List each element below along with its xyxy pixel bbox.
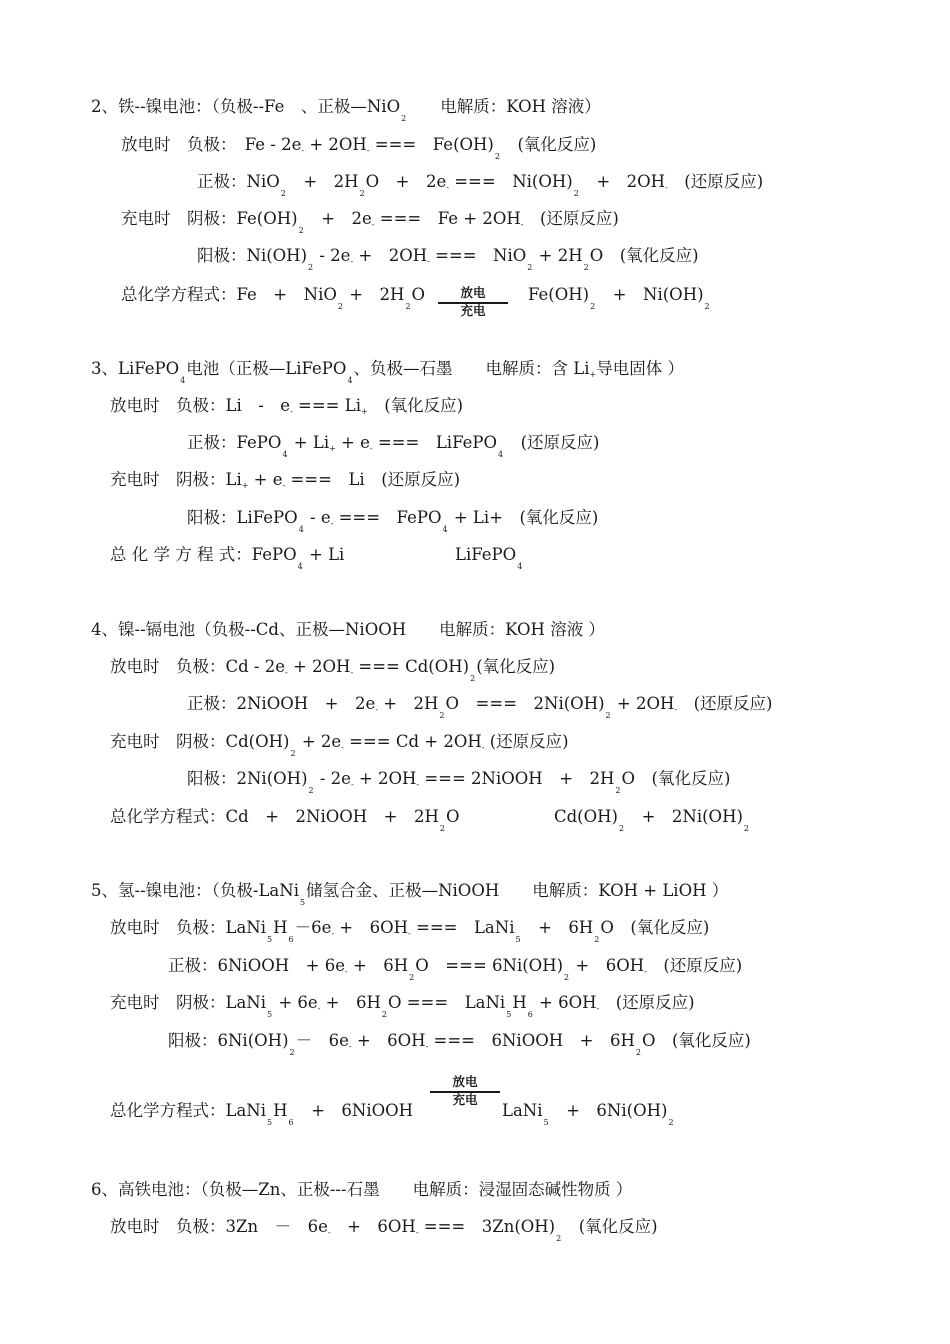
formula-text: + 2H <box>343 285 405 304</box>
charge-superscript: - <box>481 743 485 752</box>
formula-text: 6、高铁电池：（负极—Zn、正极---石墨 电解质：浸湿固态碱性物质 ） <box>91 1180 633 1199</box>
charge-superscript: + <box>589 370 597 379</box>
subscript: 4 <box>498 450 504 459</box>
subscript: 4 <box>180 376 186 385</box>
formula-text: 放电时 负极：Cd - 2e <box>110 657 286 676</box>
formula-text: === 6NiOOH + 6H <box>428 1031 635 1050</box>
section-6-discharge-negative <box>110 1217 658 1243</box>
formula-text: + 2OH <box>353 246 428 265</box>
subscript: 4 <box>347 376 353 385</box>
formula-text: 总 化 学 方 程 式：FePO <box>110 545 297 564</box>
formula-text: (还原反应) <box>504 433 600 452</box>
formula-text: + Li <box>288 433 330 452</box>
subscript: 2 <box>668 1118 674 1127</box>
formula-text: + 6NiOOH <box>294 1101 414 1120</box>
formula-text: 电池（正极—LiFePO <box>186 359 347 378</box>
charge-superscript: - <box>375 705 378 714</box>
arrow-charge-label: 充电 <box>460 303 486 318</box>
formula-text: + Li+ (氧化反应) <box>448 508 599 527</box>
formula-text: === 2NiOOH + 2H <box>419 769 615 788</box>
formula-text: + 2e <box>296 732 342 751</box>
subscript: 5 <box>506 1010 512 1019</box>
formula-text: === Ni(OH) <box>448 172 573 191</box>
formula-text: (还原反应) <box>523 209 619 228</box>
charge-superscript: - <box>282 481 286 490</box>
charge-superscript: - <box>371 220 375 229</box>
section-5-total-equation-right <box>502 1101 675 1127</box>
formula-text: === Li (还原反应) <box>285 470 461 489</box>
formula-text: 总化学方程式：Cd + 2NiOOH + 2H <box>110 807 439 826</box>
arrow-discharge-label: 放电 <box>452 1074 478 1089</box>
formula-text: + 6H <box>521 918 594 937</box>
formula-text: 电解质：KOH 溶液） <box>407 97 601 116</box>
formula-text: 导电固体 ） <box>596 359 684 378</box>
section-2-total-equation-right <box>528 285 711 311</box>
formula-text: 4、镍--镉电池（负极--Cd、正极—NiOOH 电解质：KOH 溶液 ） <box>91 620 605 639</box>
charge-superscript: - <box>350 668 354 677</box>
arrow-charge-label: 充电 <box>452 1092 478 1107</box>
section-5-charge-anode <box>168 1031 751 1057</box>
charge-superscript: - <box>520 220 524 229</box>
formula-text: O === LaNi <box>387 993 506 1012</box>
subscript: 2 <box>381 1010 387 1019</box>
charge-superscript: - <box>408 929 411 938</box>
formula-text: === FePO <box>333 508 442 527</box>
subscript: 5 <box>515 935 521 944</box>
subscript: 2 <box>635 1048 641 1057</box>
subscript: 2 <box>470 674 476 683</box>
formula-text: O (氧化反应) <box>589 246 699 265</box>
subscript: 5 <box>299 898 306 907</box>
section-3-charge-cathode <box>110 470 460 490</box>
formula-text: 正极：2NiOOH + 2e <box>187 694 376 713</box>
subscript: 2 <box>308 786 314 795</box>
section-3-title <box>91 359 684 385</box>
formula-text: (氧化反应) <box>500 135 597 154</box>
formula-text: + 2H <box>286 172 359 191</box>
formula-text: O (氧化反应) <box>600 918 710 937</box>
formula-text: + 2Ni(OH) <box>625 807 743 826</box>
formula-text: - e <box>304 508 331 527</box>
formula-text: + 6OH <box>533 993 597 1012</box>
formula-text: + 6Ni(OH) <box>549 1101 668 1120</box>
formula-text: + 2OH <box>611 694 675 713</box>
subscript: 5 <box>267 1010 273 1019</box>
formula-text: H <box>512 993 527 1012</box>
formula-text: === LiFePO <box>372 433 498 452</box>
section-5-discharge-negative <box>110 918 710 944</box>
section-4-total-equation-right <box>554 807 750 833</box>
formula-text: 阳极：2Ni(OH) <box>187 769 308 788</box>
subscript: 2 <box>494 152 500 161</box>
formula-text: 总化学方程式：Fe + NiO <box>121 285 337 304</box>
formula-text: + 2H <box>533 246 583 265</box>
formula-text: (还原反应) <box>677 694 773 713</box>
formula-text: 正极：NiO <box>197 172 280 191</box>
section-5-discharge-positive <box>168 956 743 982</box>
subscript: 2 <box>618 824 625 833</box>
formula-text: + 2H <box>377 694 439 713</box>
charge-superscript: - <box>290 407 293 416</box>
formula-text: (氧化反应) <box>562 1217 658 1236</box>
formula-text: 正极：6NiOOH + 6e <box>168 956 345 975</box>
section-3-discharge-positive <box>187 433 600 459</box>
charge-superscript: - <box>596 1004 600 1013</box>
formula-text: - 2e <box>314 769 351 788</box>
formula-text: (还原反应) <box>646 956 743 975</box>
subscript: 2 <box>564 973 570 982</box>
subscript: 2 <box>590 302 596 311</box>
formula-text: 、负极—石墨 电解质：含 Li <box>353 359 590 378</box>
subscript: 2 <box>298 226 304 235</box>
section-5-charge-cathode <box>110 993 695 1019</box>
formula-text: H <box>273 918 288 937</box>
section-2-discharge-positive <box>197 172 764 198</box>
subscript: 4 <box>298 525 304 534</box>
subscript: 2 <box>583 263 589 272</box>
charge-superscript: - <box>674 705 678 714</box>
section-4-charge-anode <box>187 769 731 795</box>
formula-text: 放电时 负极：LaNi <box>110 918 267 937</box>
formula-text: (还原反应) <box>667 172 764 191</box>
subscript: 4 <box>442 525 448 534</box>
subscript: 2 <box>556 1234 562 1243</box>
section-2-charge-cathode <box>121 209 619 235</box>
charge-superscript: - <box>665 183 668 192</box>
subscript: 2 <box>290 749 296 758</box>
formula-text: (氧化反应) <box>476 657 556 676</box>
section-2-total-equation-left <box>121 285 426 311</box>
formula-text: O (氧化反应) <box>641 1031 751 1050</box>
formula-text: 充电时 阴极：Cd(OH) <box>110 732 290 751</box>
subscript: 4 <box>517 562 523 571</box>
formula-text: (氧化反应) <box>367 396 464 415</box>
subscript: 2 <box>439 824 445 833</box>
charge-superscript: - <box>331 929 335 938</box>
formula-text: 阳极：Ni(OH) <box>197 246 308 265</box>
subscript: 2 <box>337 302 343 311</box>
formula-text: + 2OH <box>287 657 351 676</box>
section-2-charge-anode <box>197 246 699 272</box>
section-2-title <box>91 97 601 123</box>
formula-text: O === 6Ni(OH) <box>415 956 564 975</box>
subscript: 2 <box>405 302 411 311</box>
subscript: 2 <box>439 711 445 720</box>
section-2-reversible-arrow <box>436 286 510 320</box>
section-6-title <box>91 1180 632 1200</box>
subscript: 5 <box>543 1118 549 1127</box>
charge-superscript: - <box>301 146 305 155</box>
formula-text: === Cd + 2OH <box>343 732 482 751</box>
formula-text: －6e <box>294 918 332 937</box>
charge-superscript: - <box>350 257 354 266</box>
section-5-reversible-arrow <box>428 1075 502 1109</box>
section-4-total-equation-left <box>110 807 460 833</box>
formula-text: O (氧化反应) <box>621 769 731 788</box>
formula-text: 充电时 阴极：Li <box>110 470 242 489</box>
subscript: 2 <box>594 935 600 944</box>
formula-text: === Fe(OH) <box>369 135 494 154</box>
formula-text: + 6OH <box>570 956 645 975</box>
formula-text: 3、LiFePO <box>91 359 180 378</box>
formula-text: 阳极：LiFePO <box>187 508 298 527</box>
formula-text: LiFePO <box>455 545 517 564</box>
formula-text: + Li <box>303 545 345 564</box>
section-3-total-equation-right <box>455 545 523 571</box>
charge-superscript: - <box>330 519 334 528</box>
formula-text: 5、氢--镍电池：（负极-LaNi <box>91 881 299 900</box>
formula-text: Fe(OH) <box>528 285 590 304</box>
subscript: 2 <box>280 189 286 198</box>
formula-text: + 2OH <box>579 172 666 191</box>
subscript: 4 <box>297 562 303 571</box>
formula-text: + 2OH <box>353 769 417 788</box>
charge-superscript: - <box>350 780 354 789</box>
charge-superscript: - <box>345 967 348 976</box>
formula-text: - 2e <box>314 246 351 265</box>
formula-text: + 6H <box>320 993 381 1012</box>
charge-superscript: - <box>425 1042 429 1051</box>
formula-text: LaNi <box>502 1101 543 1120</box>
section-4-discharge-negative <box>110 657 556 683</box>
formula-text: + e <box>248 470 283 489</box>
charge-superscript: - <box>317 1004 321 1013</box>
formula-text: O + 2e <box>365 172 447 191</box>
section-4-discharge-positive <box>187 694 773 720</box>
subscript: 4 <box>282 450 288 459</box>
charge-superscript: - <box>446 183 449 192</box>
charge-superscript: - <box>416 780 420 789</box>
formula-text: + e <box>335 433 370 452</box>
charge-superscript: - <box>285 668 288 677</box>
formula-text: 放电时 负极： Fe - 2e <box>121 135 302 154</box>
formula-text: === Fe + 2OH <box>374 209 521 228</box>
subscript: 2 <box>704 302 710 311</box>
subscript: 6 <box>288 935 294 944</box>
formula-text: + 6OH <box>334 918 409 937</box>
section-3-total-equation-left <box>110 545 345 571</box>
section-3-discharge-negative <box>110 396 463 416</box>
section-3-charge-anode <box>187 508 599 534</box>
formula-text: 正极：FePO <box>187 433 282 452</box>
formula-text: + 6OH <box>351 1031 426 1050</box>
section-2-discharge-negative <box>121 135 597 161</box>
formula-text: O === 2Ni(OH) <box>445 694 605 713</box>
formula-text: O <box>445 807 460 826</box>
formula-text: + 6OH <box>330 1217 416 1236</box>
subscript: 6 <box>288 1118 294 1127</box>
charge-superscript: + <box>329 444 336 453</box>
subscript: 2 <box>573 189 579 198</box>
charge-superscript: - <box>427 257 430 266</box>
section-4-charge-cathode <box>110 732 569 758</box>
formula-text: － 6e <box>295 1031 349 1050</box>
formula-text: + 6e <box>273 993 318 1012</box>
arrow-discharge-label: 放电 <box>460 285 486 300</box>
charge-superscript: - <box>644 967 647 976</box>
subscript: 2 <box>527 263 533 272</box>
charge-superscript: - <box>348 1042 352 1051</box>
subscript: 2 <box>409 973 415 982</box>
formula-text: O <box>411 285 426 304</box>
charge-superscript: - <box>369 444 373 453</box>
charge-superscript: - <box>327 1228 331 1237</box>
formula-text: 充电时 阴极：LaNi <box>110 993 267 1012</box>
section-4-title <box>91 620 605 640</box>
formula-text: === NiO <box>429 246 527 265</box>
formula-text: Cd(OH) <box>554 807 618 826</box>
charge-superscript: - <box>415 1228 419 1237</box>
section-5-total-equation-left <box>110 1101 414 1127</box>
formula-text: === Cd(OH) <box>353 657 470 676</box>
subscript: 2 <box>605 711 611 720</box>
charge-superscript: - <box>341 743 344 752</box>
formula-text: H <box>273 1101 288 1120</box>
formula-text: (还原反应) <box>484 732 569 751</box>
formula-text: === LaNi <box>410 918 515 937</box>
subscript: 2 <box>289 1048 295 1057</box>
formula-text: === 3Zn(OH) <box>418 1217 556 1236</box>
section-5-title <box>91 881 729 907</box>
formula-text: (还原反应) <box>599 993 695 1012</box>
formula-text: + Ni(OH) <box>596 285 704 304</box>
formula-text: 放电时 负极：Li - e <box>110 396 291 415</box>
formula-text: 总化学方程式：LaNi <box>110 1101 267 1120</box>
subscript: 2 <box>743 824 750 833</box>
formula-text: + 6H <box>347 956 409 975</box>
formula-text: 2、铁--镍电池：（负极--Fe 、正极—NiO <box>91 97 401 116</box>
charge-superscript: + <box>360 407 368 416</box>
formula-text: === Li <box>292 396 361 415</box>
subscript: 6 <box>527 1010 533 1019</box>
subscript: 2 <box>359 189 365 198</box>
subscript: 2 <box>308 263 314 272</box>
subscript: 5 <box>267 935 273 944</box>
charge-superscript: - <box>366 146 370 155</box>
subscript: 2 <box>615 786 621 795</box>
charge-superscript: + <box>241 481 249 490</box>
formula-text: 放电时 负极：3Zn － 6e <box>110 1217 328 1236</box>
formula-text: + 2e <box>304 209 372 228</box>
formula-text: 阳极：6Ni(OH) <box>168 1031 289 1050</box>
formula-text: 储氢合金、正极—NiOOH 电解质：KOH + LiOH ） <box>306 881 729 900</box>
formula-text: 充电时 阴极：Fe(OH) <box>121 209 298 228</box>
subscript: 2 <box>401 114 407 123</box>
formula-text: + 2OH <box>304 135 367 154</box>
subscript: 5 <box>267 1118 273 1127</box>
